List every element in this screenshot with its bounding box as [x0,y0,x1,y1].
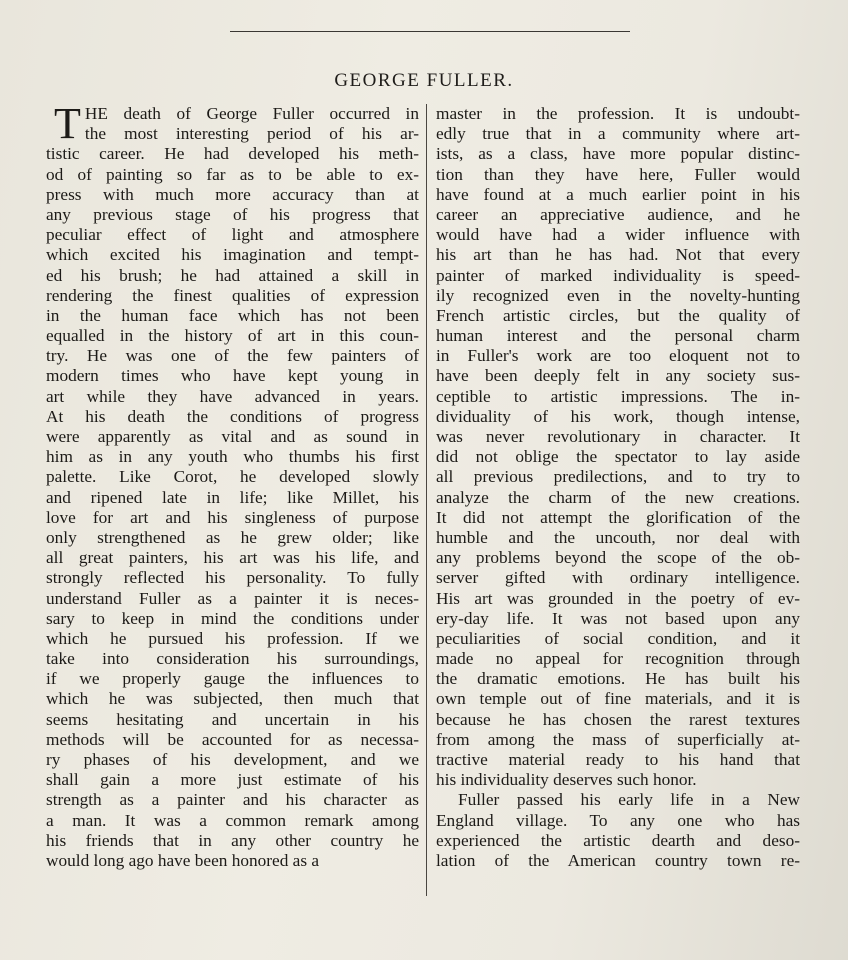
text-line: understand Fuller as a painter it is neces- [46,588,419,608]
text-line: was never revolutionary in character. It [436,427,800,446]
text-line: England village. To any one who has [436,810,800,830]
text-line: tion than they have here, Fuller would [436,164,800,184]
drop-cap: T [54,99,81,148]
text-line: and ripened late in life; like Millet, his [46,487,419,507]
text-line: edly true that in a community where art- [436,124,800,144]
text-line: server gifted with ordinary intelligence. [436,568,800,588]
text-line: own temple out of fine materials, and it is [436,689,800,709]
text-line: all great painters, his art was his life, and [46,548,419,568]
text-line: tistic career. He had developed his meth- [46,144,419,164]
text-line: palette. Like Corot, he developed slowly [46,467,419,487]
text-line: humble and the uncouth, nor deal with [436,527,800,547]
header-rule [230,31,630,32]
article-title: GEORGE FULLER. [334,70,514,91]
text-line: the dramatic emotions. He has built his [436,669,800,689]
text-line: French artistic circles, but the quality of [436,305,800,325]
text-line: his individuality deserves such honor. [436,770,697,790]
text-line: in the human face which has not been [46,305,419,325]
text-line: ed his brush; he had attained a skill in [46,265,419,285]
text-line: would long ago have been honored as a [46,850,320,870]
text-line: have found at a much earlier point in his [436,184,800,204]
right-column [436,104,800,871]
text-line: which he pursued his profession. If we [46,628,419,648]
text-line: ily recognized even in the novelty-hunting [436,285,800,305]
text-line: press with much more accuracy than at [46,184,419,204]
text-line: tractive material ready to his hand that [436,750,800,769]
text-line: him as in any youth who thumbs his first [46,447,419,467]
text-line: because he has chosen the rarest textures [436,709,800,729]
text-line: his art than he has had. Not that every [436,245,800,265]
text-line: seems hesitating and uncertain in his [46,709,419,729]
text-line: try. He was one of the few painters of [46,346,419,366]
text-line: if we properly gauge the influences to [46,669,419,689]
text-line: made no appeal for recognition through [436,649,800,669]
column-divider [426,104,427,896]
text-line: dividuality of his work, though intense, [436,406,800,426]
text-line: art while they have advanced in years. [46,386,419,406]
text-line: which excited his imagination and tempt- [46,245,419,265]
text-line: love for art and his singleness of purpose [46,507,419,527]
text-line: have been deeply felt in any society sus- [436,366,800,386]
text-line: ry phases of his development, and we [46,750,419,769]
text-line: At his death the conditions of progress [46,406,419,426]
text-line: sary to keep in mind the conditions under [46,608,419,628]
text-line: any previous stage of his progress that [46,204,419,224]
text-line: ery-day life. It was not based upon any [436,608,800,628]
text-line: career an appreciative audience, and he [436,204,800,224]
text-line: painter of marked individuality is speed- [436,265,800,285]
text-line: master in the profession. It is undoubt- [436,104,800,123]
text-line: from among the mass of superficially at- [436,729,800,749]
text-line: in Fuller's work are too eloquent not to [436,346,800,366]
text-line: any problems beyond the scope of the ob- [436,548,800,568]
text-line: only strengthened as he grew older; like [46,527,419,547]
text-line: peculiar effect of light and atmosphere [46,225,419,245]
text-line: strength as a painter and his character as [46,790,419,810]
text-line: It did not attempt the glorification of the [436,507,800,527]
text-line: experienced the artistic dearth and deso- [436,830,800,850]
text-line: analyze the charm of the new creations. [436,487,800,507]
text-line: peculiarities of social condition, and it [436,628,800,648]
text-line: equalled in the history of art in this coun- [46,326,419,346]
text-line: a man. It was a common remark among [46,810,419,830]
text-line: methods will be accounted for as necessa- [46,729,419,749]
text-line: His art was grounded in the poetry of ev- [436,588,800,608]
text-line: take into consideration his surroundings, [46,649,419,669]
text-line: od of painting so far as to be able to ex- [46,164,419,184]
text-line: were apparently as vital and as sound in [46,427,419,446]
text-line: would have had a wider influence with [436,225,800,245]
left-column [46,99,419,871]
text-line: did not oblige the spectator to lay aside [436,447,800,467]
text-line: lation of the American country town re- [436,850,800,870]
text-line: ceptible to artistic impressions. The in- [436,386,800,406]
text-line: rendering the finest qualities of expression [46,285,419,305]
text-line: HE death of George Fuller occurred in [84,104,419,123]
text-line: his friends that in any other country he [46,830,419,850]
text-line: Fuller passed his early life in a New [458,790,800,810]
text-line: the most interesting period of his ar- [84,124,419,144]
text-line: human interest and the personal charm [436,326,800,346]
text-line: modern times who have kept young in [46,366,419,386]
text-line: which he was subjected, then much that [46,689,419,709]
text-line: strongly reflected his personality. To fully [46,568,419,588]
text-line: shall gain a more just estimate of his [46,770,419,790]
text-line: ists, as a class, have more popular distinc- [436,144,800,164]
text-line: all previous predilections, and to try to [436,467,800,487]
